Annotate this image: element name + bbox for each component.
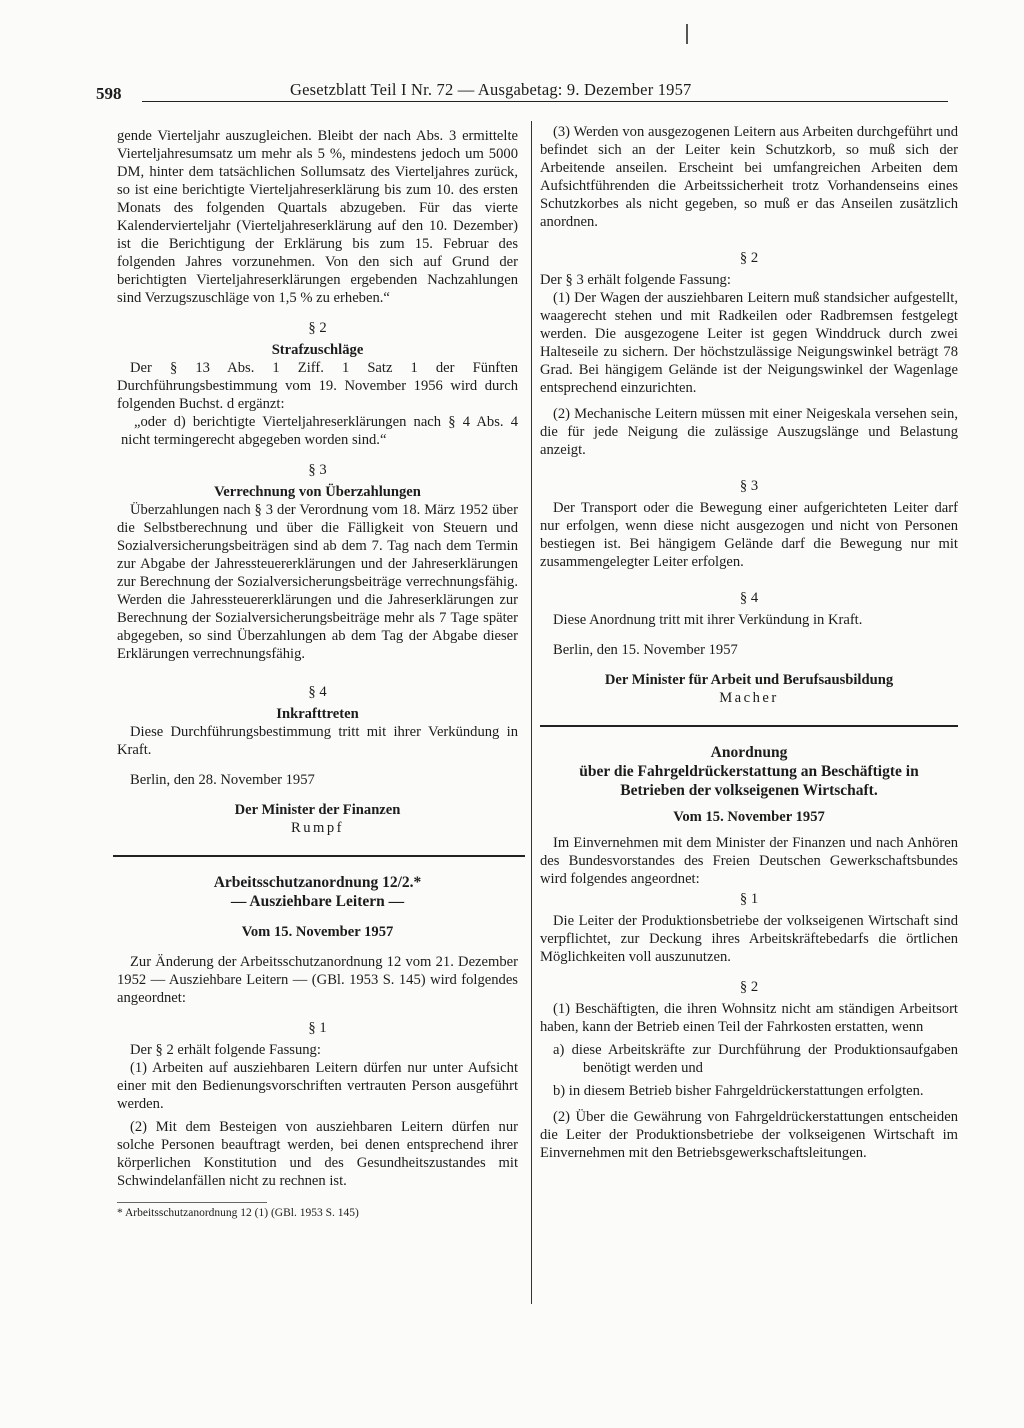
document-date: Vom 15. November 1957 bbox=[241, 924, 394, 940]
paragraph: Der § 13 Abs. 1 Ziff. 1 Satz 1 der Fünften Durchführungsbestimmung vom 19. November 1956 wird durch folgenden Buchst. d ergänzt: bbox=[117, 360, 518, 412]
document-title: Betrieben der volkseigenen Wirtschaft. bbox=[620, 782, 878, 799]
paragraph: (2) Mechanische Leitern müssen mit einer Neigeskala versehen sein, die für jede Neigung die zulässige Auszugslänge und Belastung anzeigt. bbox=[540, 406, 958, 458]
paragraph: Der § 3 erhält folgende Fassung: bbox=[540, 272, 731, 288]
paragraph: (1) Der Wagen der ausziehbaren Leitern muß standsicher aufgestellt, waagerecht stehen und mit Radkeilen oder Radbremsen festgelegt werden. Die ausgezogene Leiter ist gegen Winddruck durch zwei Halteseile zu sichern. Der höchstzulässige Neigungswinkel beträgt 78 Grad. Bei hängigem Gelände ist der Neigungswinkel der Wagenlage entsprechend einzurichten. bbox=[540, 290, 958, 396]
list-item: a) diese Arbeitskräfte zur Durchführung der Produktionsaufgaben benötigt werden und bbox=[553, 1042, 958, 1076]
paragraph: Diese Durchführungsbestimmung tritt mit ihrer Verkündung in Kraft. bbox=[117, 724, 518, 758]
document-date: Vom 15. November 1957 bbox=[673, 809, 825, 825]
place-date: Berlin, den 28. November 1957 bbox=[130, 772, 315, 788]
document-title: Anordnung bbox=[710, 744, 788, 761]
paragraph: Die Leiter der Produktionsbetriebe der volkseigenen Wirtschaft sind verpflichtet, zur Deckung ihres Arbeitskräftebedarfs die örtlichen Möglichkeiten voll auszunutzen. bbox=[540, 913, 958, 965]
intro-paragraph: gende Vierteljahr auszugleichen. Bleibt der nach Abs. 3 ermittelte Vierteljahresumsatz um mehr als 5 %, mindestens jedoch um 5000 DM, hinter dem tatsächlichen Sollumsatz des Vierteljahres zurück, so ist eine berichtigte Vierteljahreserklärung bis zum 10. des ersten Monats des folgenden Quartals abzugeben. Für das vierte Kalendervierteljahr (Vierteljahreserklärung auf den 10. Dezember) ist die Berichtigung der Erklärung bis zum 15. Februar des folgenden Jahres vorzunehmen. Von den sich auf Grund der berichtigten Vierteljahreserklärungen ergebenden Nachzahlungen sind Verzugszuschläge von 1,5 % zu erheben.“ bbox=[117, 128, 518, 306]
signer-title: Der Minister der Finanzen bbox=[234, 802, 401, 818]
document-separator bbox=[113, 855, 525, 857]
scan-mark bbox=[686, 24, 688, 44]
paragraph: Der § 2 erhält folgende Fassung: bbox=[130, 1042, 321, 1058]
column-divider bbox=[531, 121, 532, 1304]
section-number: § 1 bbox=[739, 891, 759, 907]
section-title: Strafzuschläge bbox=[271, 342, 364, 358]
section-number: § 2 bbox=[739, 979, 759, 995]
paragraph: (3) Werden von ausgezogenen Leitern aus Arbeiten durchgeführt und befindet sich an der Leiter kein Schutzkorb, so muß sich der Arbeitende anseilen. Erscheint bei umfangreichen Arbeiten dem Aufsichtführenden die Arbeitssicherheit trotz Vorhandenseins eines Schutzkorbes als nicht gegeben, so muß er das Anseilen zusätzlich anordnen. bbox=[540, 124, 958, 230]
paragraph: Überzahlungen nach § 3 der Verordnung vom 18. März 1952 über die Selbstberechnung und über die Fälligkeit von Steuern und Sozialversicherungsbeiträgen sind ab dem 7. Tag nach dem Termin zur Abgabe der Jahressteuererklärungen und der Jahreserklärungen zur Berechnung der Sozialversicherungsbeiträge verrechnungsfähig. Werden die Jahressteuererklärungen und die Jahreserklärungen zur Berechnung der Sozialversicherungsbeiträge mehr als 7 Tage später abgegeben, so sind Überzahlungen ab dem Tag der Abgabe dieser Erklärungen verrechnungsfähig. bbox=[117, 502, 518, 662]
section-number: § 4 bbox=[308, 684, 327, 700]
paragraph: Der Transport oder die Bewegung einer aufgerichteten Leiter darf nur erfolgen, wenn diese nicht ausgezogen und nicht von Personen bestiegen ist. Bei hängigem Gelände darf die Bewegung nur mit zusammengelegter Leiter erfolgen. bbox=[540, 500, 958, 570]
section-number: § 3 bbox=[739, 478, 759, 494]
paragraph: Zur Änderung der Arbeitsschutzanordnung 12 vom 21. Dezember 1952 — Ausziehbare Leitern — (GBl. 1953 S. 145) wird folgendes angeordnet: bbox=[117, 954, 518, 1006]
left-column bbox=[117, 127, 518, 1220]
section-number: § 2 bbox=[308, 320, 327, 336]
signer-title: Der Minister für Arbeit und Berufsausbildung bbox=[604, 672, 894, 688]
page-number: 598 bbox=[96, 84, 122, 103]
document-separator bbox=[540, 725, 958, 727]
paragraph: (2) Mit dem Besteigen von ausziehbaren Leitern dürfen nur solche Personen beauftragt werden, bei denen entsprechend ihrer körperlichen Konstitution und des Gesundheitszustandes mit Schwindelanfällen nicht zu rechnen ist. bbox=[117, 1119, 518, 1189]
section-number: § 2 bbox=[739, 250, 759, 266]
document-subtitle: — Ausziehbare Leitern — bbox=[230, 893, 405, 910]
footnote: * Arbeitsschutzanordnung 12 (1) (GBl. 1953 S. 145) bbox=[117, 1202, 267, 1220]
quote-paragraph: „oder d) berichtigte Vierteljahreserklärungen nach § 4 Abs. 4 nicht termingerecht abgegeben worden sind.“ bbox=[121, 414, 518, 448]
section-title: Verrechnung von Überzahlungen bbox=[214, 484, 421, 500]
place-date: Berlin, den 15. November 1957 bbox=[553, 642, 738, 658]
paragraph: Diese Anordnung tritt mit ihrer Verkündung in Kraft. bbox=[553, 612, 863, 628]
section-title: Inkrafttreten bbox=[276, 706, 359, 722]
section-number: § 4 bbox=[739, 590, 759, 606]
list-item: b) in diesem Betrieb bisher Fahrgeldrückerstattungen erfolgten. bbox=[553, 1083, 924, 1099]
paragraph: (1) Beschäftigten, die ihren Wohnsitz nicht am ständigen Arbeitsort haben, kann der Betrieb einen Teil der Fahrkosten erstatten, wenn bbox=[540, 1001, 958, 1035]
document-title: Arbeitsschutzanordnung 12/2.* bbox=[213, 874, 422, 891]
signer-name: Rumpf bbox=[290, 820, 345, 836]
section-number: § 1 bbox=[308, 1020, 327, 1036]
paragraph: (2) Über die Gewährung von Fahrgeldrückerstattungen entscheiden die Leiter der Produktionsbetriebe der volkseigenen Wirtschaft im Einvernehmen mit den Betriebsgewerkschaftsleitungen. bbox=[540, 1109, 958, 1161]
paragraph: (1) Arbeiten auf ausziehbaren Leitern dürfen nur unter Aufsicht einer mit den Bedienungsvorschriften vertrauten Person ausgeführt werden. bbox=[117, 1060, 518, 1112]
header-rule bbox=[142, 101, 948, 102]
section-number: § 3 bbox=[308, 462, 327, 478]
signer-name: Macher bbox=[719, 690, 779, 706]
right-column bbox=[540, 123, 958, 1162]
paragraph: Im Einvernehmen mit dem Minister der Finanzen und nach Anhören des Bundesvorstandes des Freien Deutschen Gewerkschaftsbundes wird folgendes angeordnet: bbox=[540, 835, 958, 887]
document-title: über die Fahrgeldrückerstattung an Beschäftigte in bbox=[579, 763, 919, 780]
page-header-title: Gesetzblatt Teil I Nr. 72 — Ausgabetag: 9. Dezember 1957 bbox=[290, 80, 692, 99]
